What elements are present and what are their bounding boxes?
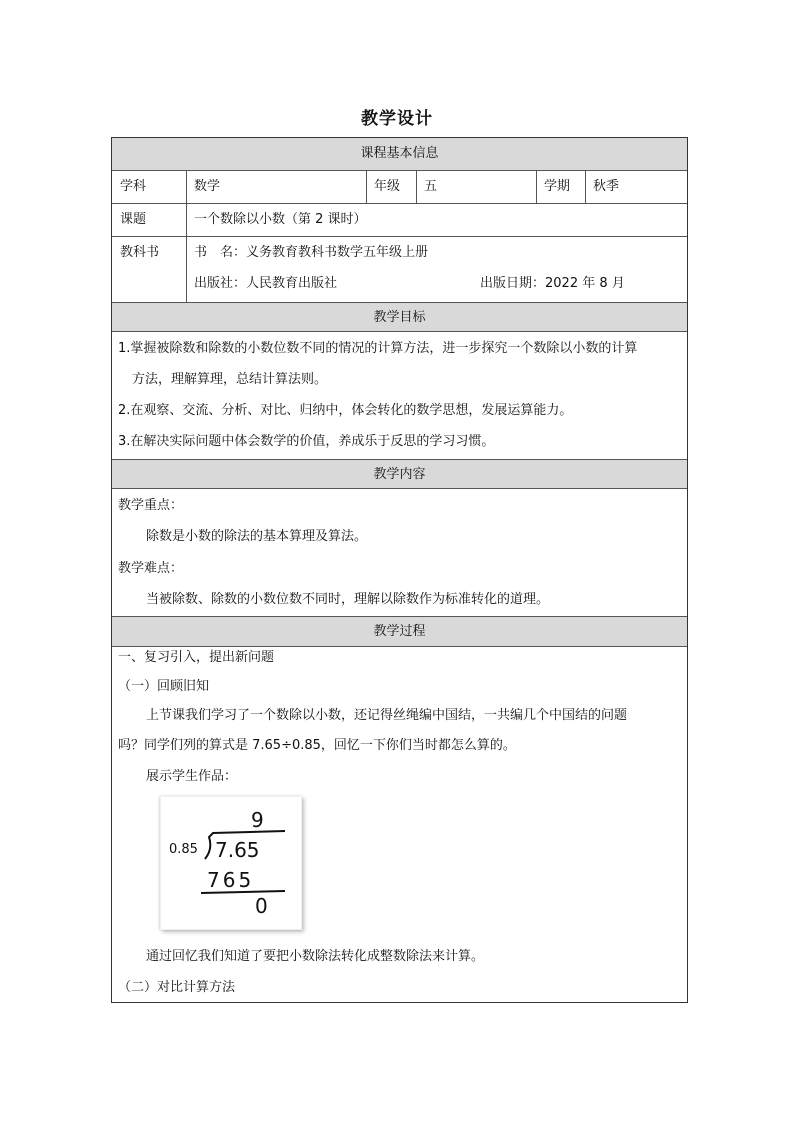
topic-label: 课题 (120, 212, 147, 227)
process-paragraph-1-line-2: 吗？同学们列的算式是 7.65÷0.85，回忆一下你们当时都怎么算的。 (118, 738, 516, 753)
difficulty-text: 当被除数、除数的小数位数不同时，理解以除数作为标准转化的道理。 (146, 592, 550, 607)
process-sub-2: （二）对比计算方法 (118, 980, 236, 995)
divider (366, 171, 367, 203)
lesson-plan-table (111, 137, 688, 1003)
student-work-photo (160, 796, 302, 930)
grade-label: 年级 (374, 179, 401, 194)
divider (112, 236, 687, 237)
objective-3: 3.在解决实际问题中体会数学的价值，养成乐于反思的学习习惯。 (118, 434, 495, 449)
show-student-work: 展示学生作品： (146, 769, 238, 784)
publisher: 出版社：人民教育出版社 (194, 276, 338, 291)
publication-date: 出版日期：2022 年 8 月 (480, 276, 625, 291)
handwritten-division (161, 797, 301, 929)
process-paragraph-1-line-1: 上节课我们学习了一个数除以小数，还记得丝绳编中国结，一共编几个中国结的问题 (146, 708, 628, 723)
process-summary: 通过回忆我们知道了要把小数除法转化成整数除法来计算。 (146, 949, 485, 964)
textbook-label: 教科书 (120, 245, 160, 260)
divider (585, 171, 586, 203)
objective-1-line-2: 方法，理解算理，总结计算法则。 (132, 372, 328, 387)
divider (112, 203, 687, 204)
section-content (112, 459, 687, 489)
book-name: 书 名：义务教育教科书数学五年级上册 (194, 245, 429, 260)
key-point-text: 除数是小数的除法的基本算理及算法。 (146, 529, 368, 544)
objective-1-line-1: 1.掌握被除数和除数的小数位数不同的情况的计算方法，进一步探究一个数除以小数的计算 (118, 341, 638, 356)
term-value: 秋季 (593, 179, 620, 194)
grade-value: 五 (424, 179, 438, 194)
quotient: 9 (251, 808, 264, 832)
process-part-1: 一、复习引入，提出新问题 (118, 650, 275, 665)
product: 765 (207, 868, 255, 892)
divider (536, 171, 537, 203)
section-process (112, 616, 687, 647)
topic-value: 一个数除以小数（第 2 课时） (194, 212, 367, 227)
section-process-label: 教学过程 (373, 624, 426, 639)
section-objectives-label: 教学目标 (373, 310, 426, 325)
subject-label: 学科 (120, 179, 147, 194)
remainder: 0 (255, 894, 268, 918)
objective-2: 2.在观察、交流、分析、对比、归纳中，体会转化的数学思想，发展运算能力。 (118, 403, 573, 418)
difficulty-label: 教学难点： (118, 561, 184, 576)
term-label: 学期 (544, 179, 571, 194)
section-basic-info (112, 138, 687, 171)
subject-value: 数学 (194, 179, 221, 194)
process-sub-1: （一）回顾旧知 (118, 679, 210, 694)
section-content-label: 教学内容 (373, 467, 426, 482)
section-basic-info-label: 课程基本信息 (360, 146, 439, 161)
divider (416, 171, 417, 203)
section-objectives (112, 302, 687, 332)
key-point-label: 教学重点： (118, 498, 184, 513)
document-title: 教学设计 (361, 109, 433, 129)
divisor: 0.85 (169, 842, 198, 857)
dividend: 7.65 (215, 838, 260, 862)
